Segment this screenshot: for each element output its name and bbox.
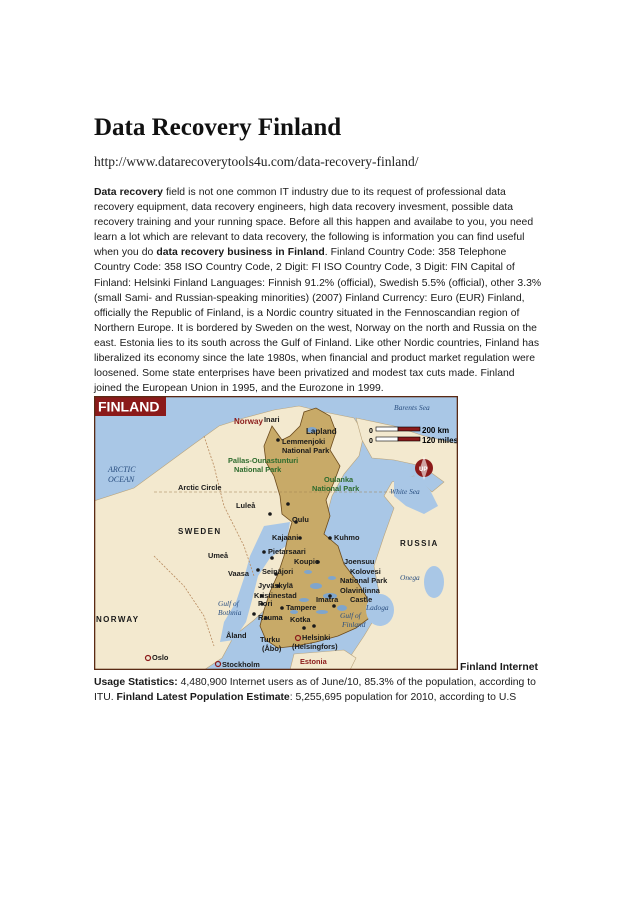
svg-text:White Sea: White Sea [390, 487, 420, 496]
svg-text:Joensuu: Joensuu [344, 557, 375, 566]
finland-map [94, 396, 458, 670]
svg-text:(Helsingfors): (Helsingfors) [292, 642, 338, 651]
svg-text:Norway: Norway [234, 417, 263, 426]
internet-stats-heading-1: Finland Internet [460, 662, 538, 673]
svg-text:OCEAN: OCEAN [108, 475, 135, 484]
svg-text:National Park: National Park [340, 576, 388, 585]
population-text: : 5,255,695 population for 2010, according to U.S [289, 692, 517, 704]
map-onega [424, 566, 444, 598]
source-url[interactable]: http://www.datarecoverytools4u.com/data-recovery-finland/ [94, 154, 419, 169]
svg-text:(Åbo): (Åbo) [262, 644, 282, 653]
svg-text:Oulanka: Oulanka [324, 475, 354, 484]
svg-text:Castle: Castle [350, 595, 373, 604]
svg-text:ARCTIC: ARCTIC [108, 465, 136, 474]
svg-text:Gulf of: Gulf of [218, 599, 239, 608]
intro-text-1: field is not one common IT industry due to its request of professional data recovery equipment, data recovery engineers, high data recovery invesment, possible data recovery training and your running space. Before all this happen and availabe to you, you need learn a lot which are relevant to data recovery, the following is information you can find useful when you do [94, 187, 534, 259]
svg-text:Vaasa: Vaasa [228, 569, 249, 578]
svg-text:Imatra: Imatra [316, 595, 339, 604]
svg-text:Helsinki: Helsinki [302, 633, 331, 642]
svg-text:Estonia: Estonia [300, 657, 327, 666]
map-title: FINLAND [98, 398, 160, 415]
svg-text:Pori: Pori [258, 599, 273, 608]
svg-text:SWEDEN: SWEDEN [178, 527, 222, 536]
svg-text:RUSSIA: RUSSIA [400, 539, 439, 548]
svg-text:National Park: National Park [234, 465, 282, 474]
svg-text:UP: UP [419, 467, 428, 473]
svg-text:Umeå: Umeå [208, 551, 229, 560]
svg-text:Inari: Inari [264, 415, 280, 424]
svg-text:Onega: Onega [400, 573, 420, 582]
svg-text:Arctic Circle: Arctic Circle [178, 483, 222, 492]
svg-text:Tampere: Tampere [286, 603, 317, 612]
svg-text:Jyväskylä: Jyväskylä [258, 581, 293, 590]
svg-text:Pietarsaari: Pietarsaari [268, 547, 306, 556]
svg-text:Rauma: Rauma [258, 613, 283, 622]
page-title: Data Recovery Finland [94, 114, 342, 141]
bold-data-recovery: Data recovery [94, 187, 163, 198]
svg-text:0: 0 [369, 438, 373, 445]
svg-text:Seinäjori: Seinäjori [262, 567, 294, 576]
svg-text:120 miles: 120 miles [422, 436, 458, 445]
svg-text:Barents Sea: Barents Sea [394, 403, 430, 412]
svg-text:Ladoga: Ladoga [366, 603, 389, 612]
internet-stats-heading-2: Usage Statistics: [94, 677, 178, 688]
svg-text:Kotka: Kotka [290, 615, 311, 624]
closing-paragraph [94, 675, 544, 705]
svg-text:Olavinlinna: Olavinlinna [340, 586, 380, 595]
svg-text:Kristinestad: Kristinestad [254, 591, 297, 600]
bold-business-finland: data recovery business in Finland [156, 247, 325, 259]
svg-text:Koupio: Koupio [294, 557, 320, 566]
svg-text:Lapland: Lapland [306, 427, 337, 436]
intro-paragraph [94, 185, 542, 396]
svg-text:Lemmenjoki: Lemmenjoki [282, 437, 326, 446]
svg-text:Pallas-Ounastunturi: Pallas-Ounastunturi [228, 456, 299, 465]
svg-text:Luleå: Luleå [236, 501, 256, 510]
svg-text:200 km: 200 km [422, 426, 450, 435]
svg-text:NORWAY: NORWAY [96, 615, 140, 624]
svg-text:National Park: National Park [282, 446, 330, 455]
svg-text:Finland: Finland [342, 620, 366, 629]
svg-text:Oulu: Oulu [292, 515, 309, 524]
intro-text-2: . Finland Country Code: 358 Telephone Country Code: 358 ISO Country Code, 2 Digit: FI ISO Country Code, 3 Digit: FIN Capital of Finland: Helsinki Finland Languages: Finnish 91.2% (official), Swedish 5.5% (official), other 3.3% (small Sami- and Russian-speaking minorities) (2007) Finland Currency: Euro (EUR) Finland, officially the Republic of Finland, is a Nordic country situated in the Fennoscandian region of Northern Europe. It is bordered by Sweden on the west, Norway on the north and Russia on the east. Estonia lies to its south across the Gulf of Finland. Like other Nordic countries, Finland has liberalized its economy since the late 1980s, when financial and product market regulation were loosened. Some state enterprises have been privatized and modest tax cuts made. Finland joined the European Union in 1995, and the Eurozone in 1999. [94, 247, 542, 395]
internet-stats-text: 4,480,900 Internet users as of June/10, 85.3% of the population, according to ITU. [94, 677, 536, 704]
svg-text:Åland: Åland [226, 631, 247, 640]
svg-text:0: 0 [369, 428, 373, 435]
svg-text:Kajaani: Kajaani [272, 533, 299, 542]
svg-text:National Park: National Park [312, 484, 360, 493]
svg-text:Gulf of: Gulf of [340, 611, 361, 620]
population-heading: Finland Latest Population Estimate [116, 692, 290, 704]
svg-text:Oslo: Oslo [152, 653, 169, 662]
svg-text:Turku: Turku [260, 635, 280, 644]
svg-text:Bothnia: Bothnia [218, 608, 242, 617]
svg-text:Stockholm: Stockholm [222, 660, 260, 669]
svg-text:Kolovesi: Kolovesi [350, 567, 381, 576]
svg-text:Kuhmo: Kuhmo [334, 533, 360, 542]
